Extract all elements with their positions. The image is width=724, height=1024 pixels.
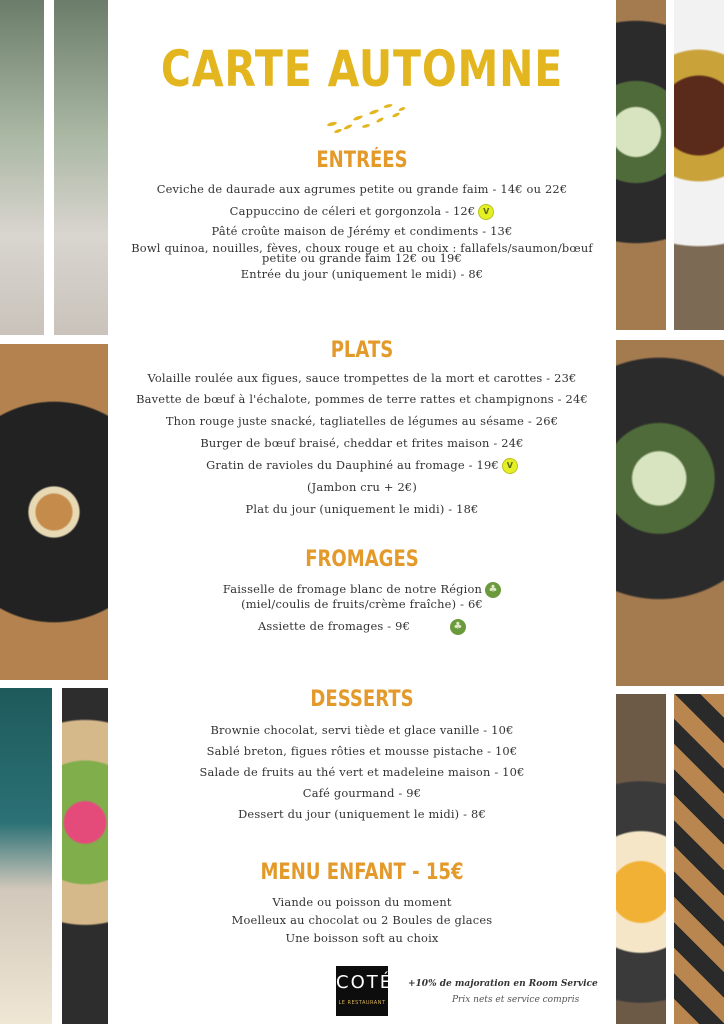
- photo-left-bot-2: [62, 688, 108, 1024]
- photo-left-top-1: [0, 0, 44, 335]
- plat-item: Volaille roulée aux figues, sauce trompettes de la mort et carottes - 23€: [147, 371, 577, 385]
- photo-left-top-2: [54, 0, 108, 335]
- photo-right-mid: [616, 340, 724, 686]
- prices-note: Prix nets et service compris: [452, 995, 580, 1005]
- dessert-item: Sablé breton, figues rôties et mousse pistache - 10€: [206, 744, 518, 758]
- entree-item: Ceviche de daurade aux agrumes petite ou grande faim - 14€ ou 22€: [156, 182, 568, 196]
- photo-right-bot-1: [616, 694, 666, 1024]
- local-leaf-icon: [450, 619, 466, 635]
- logo-name: COTÉ: [336, 972, 394, 993]
- wheat-ornament-icon: [322, 100, 412, 138]
- section-title-entrees: ENTRÉES: [316, 148, 408, 173]
- restaurant-logo: [336, 966, 394, 1016]
- photo-left-bot-1: [0, 688, 52, 1024]
- section-title-desserts: DESSERTS: [310, 687, 414, 712]
- dessert-item: Dessert du jour (uniquement le midi) - 8€: [238, 807, 486, 821]
- photo-right-top-1: [616, 0, 666, 330]
- fromage-item: (miel/coulis de fruits/crème fraîche) - 6€: [241, 597, 483, 611]
- section-title-fromages: FROMAGES: [305, 547, 419, 572]
- photo-right-top-2: [674, 0, 724, 330]
- menu-page: [108, 0, 616, 1024]
- logo-subtitle: LE RESTAURANT: [338, 1000, 386, 1006]
- entree-item: Bowl quinoa, nouilles, fèves, choux rouge et au choix : fallafels/saumon/bœuf: [131, 241, 593, 255]
- menu-title: CARTE AUTOMNE: [160, 40, 564, 98]
- plat-item: Thon rouge juste snacké, tagliatelles de légumes au sésame - 26€: [165, 414, 559, 428]
- enfant-item: Viande ou poisson du moment: [272, 895, 452, 909]
- photo-left-mid: [0, 344, 108, 680]
- section-title-plats: PLATS: [330, 338, 394, 363]
- entree-item: Entrée du jour (uniquement le midi) - 8€: [240, 267, 484, 281]
- enfant-item: Moelleux au chocolat ou 2 Boules de glaces: [231, 913, 493, 927]
- dessert-item: Salade de fruits au thé vert et madeleine maison - 10€: [199, 765, 525, 779]
- plat-item: (Jambon cru + 2€): [307, 480, 417, 494]
- vegetarian-v-icon: [478, 204, 494, 220]
- photo-right-bot-2: [674, 694, 724, 1024]
- local-leaf-icon: [485, 582, 501, 598]
- section-title-menu-enfant: MENU ENFANT - 15€: [260, 860, 464, 885]
- vegetarian-v-icon: [502, 458, 518, 474]
- plat-item: Gratin de ravioles du Dauphiné au fromage - 19€V: [108, 458, 616, 474]
- entree-item: Cappuccino de céleri et gorgonzola - 12€V: [108, 204, 616, 220]
- plat-item: Bavette de bœuf à l'échalote, pommes de terre rattes et champignons - 24€: [136, 392, 588, 406]
- enfant-item: Une boisson soft au choix: [285, 931, 439, 945]
- dessert-item: Café gourmand - 9€: [302, 786, 422, 800]
- plat-item: Burger de bœuf braisé, cheddar et frites maison - 24€: [200, 436, 524, 450]
- dessert-item: Brownie chocolat, servi tiède et glace vanille - 10€: [210, 723, 514, 737]
- fromage-item: Faisselle de fromage blanc de notre Région♣: [108, 582, 616, 598]
- room-service-note: +10% de majoration en Room Service: [408, 979, 598, 989]
- fromage-item: Assiette de fromages - 9€♣: [108, 619, 616, 635]
- entree-item: Pâté croûte maison de Jérémy et condiments - 13€: [211, 224, 513, 238]
- plat-item: Plat du jour (uniquement le midi) - 18€: [245, 502, 479, 516]
- entree-item: petite ou grande faim 12€ ou 19€: [262, 251, 462, 265]
